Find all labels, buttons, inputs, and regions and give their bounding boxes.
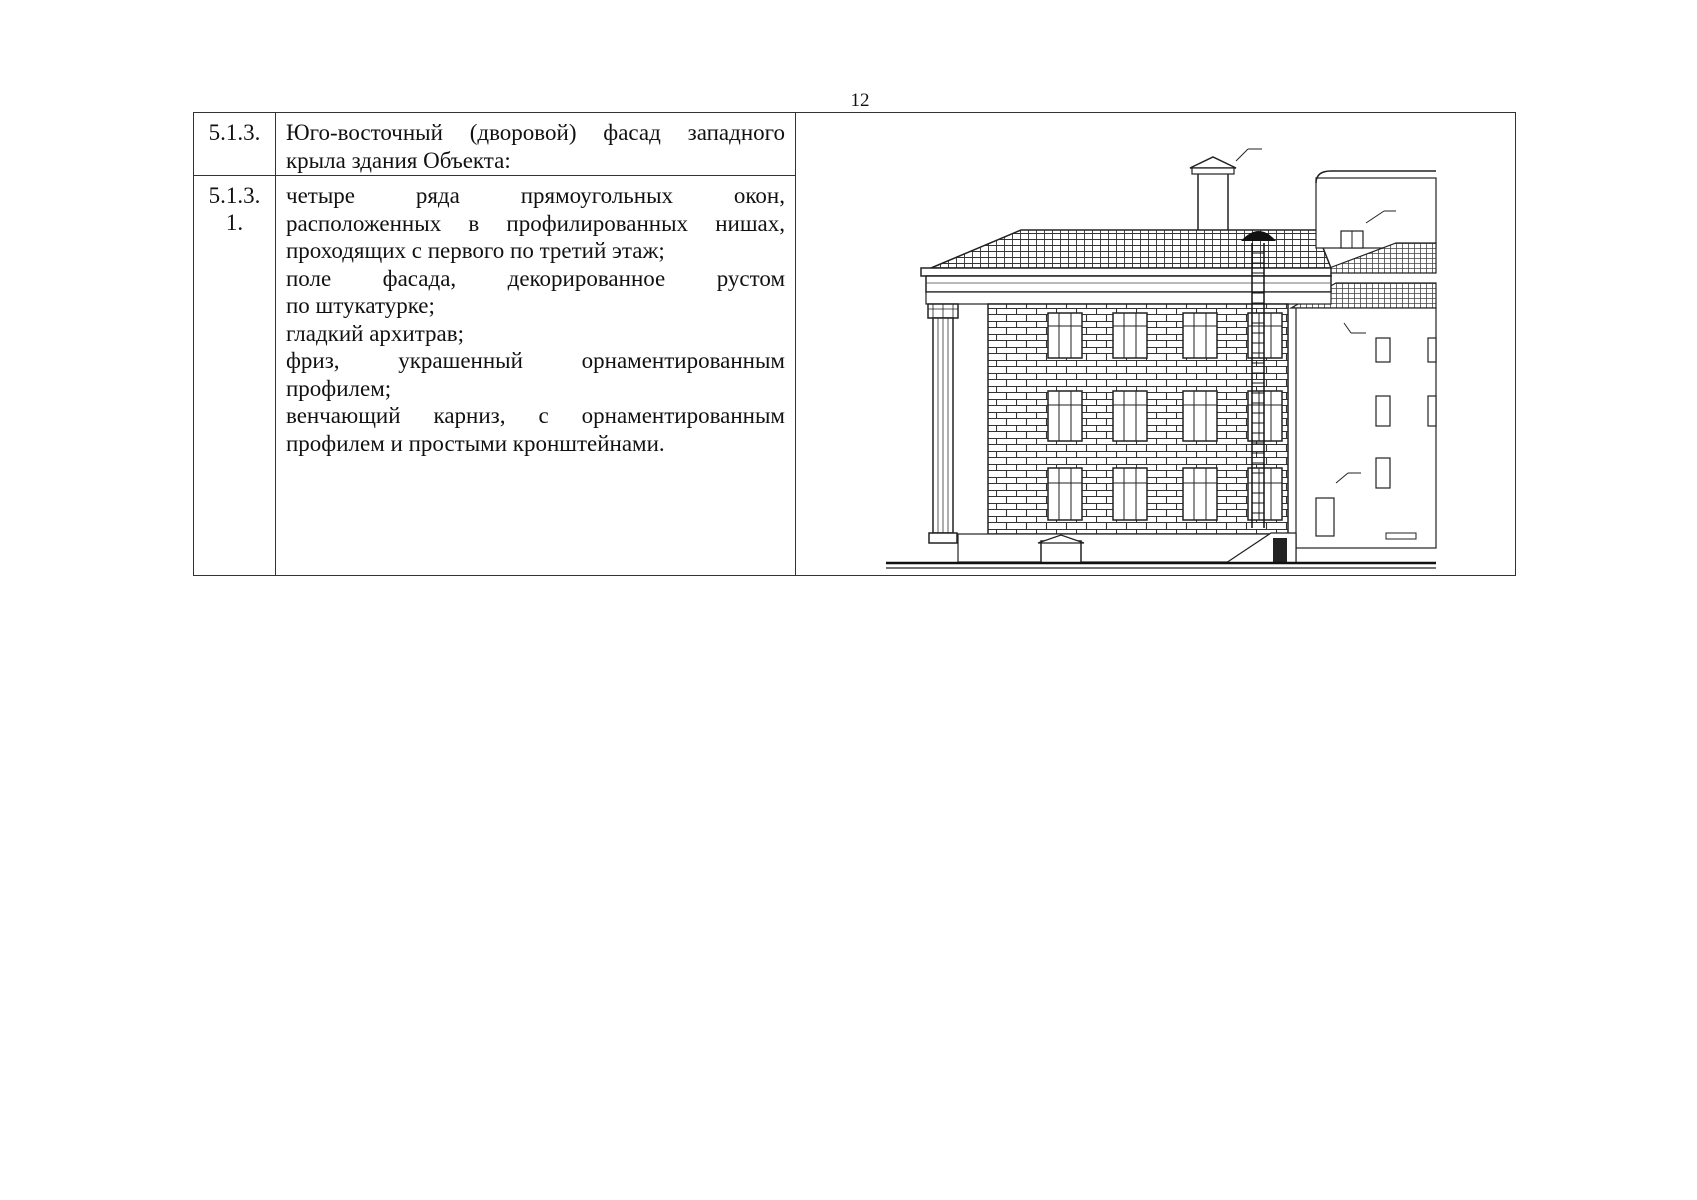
rear-building [1291,171,1436,548]
facade-drawing [796,113,1516,575]
description-table [193,112,1516,576]
item-number-line: 5.1.3. [208,183,261,208]
text-line: гладкий архитрав; [286,320,465,346]
text-line: крыла здания Объекта: [286,147,511,173]
item-title [276,113,796,176]
item-number [194,113,276,176]
chimney [1190,149,1262,243]
item-number-text: 5.1.3. [208,120,261,145]
text-line: четыре ряда прямоугольных окон, [286,183,785,208]
text-line: профилем и простыми кронштейнами. [286,430,665,456]
item-number-line: 1. [225,210,244,235]
main-roof [931,230,1331,268]
ground-line [886,563,1436,568]
text-line: проходящих с первого по третий этаж; [286,238,665,263]
text-line: расположенных в профилированных нишах, [286,210,785,236]
page-number: 12 [850,90,870,111]
text-line: фриз, украшенный орнаментированным [286,348,785,373]
item-description [276,176,796,576]
text-line: поле фасада, декорированное рустом [286,265,785,291]
table-row [194,113,1516,176]
text-line: по штукатурке; [286,293,435,318]
text-line: профилем; [286,375,392,401]
text-line: венчающий карниз, с орнаментированным [286,403,785,428]
corinthian-column [928,304,958,543]
item-number [194,176,276,576]
text-line: Юго-восточный (дворовой) фасад западного [286,120,785,145]
cornice [921,268,1331,304]
facade-drawing-cell [796,113,1516,576]
